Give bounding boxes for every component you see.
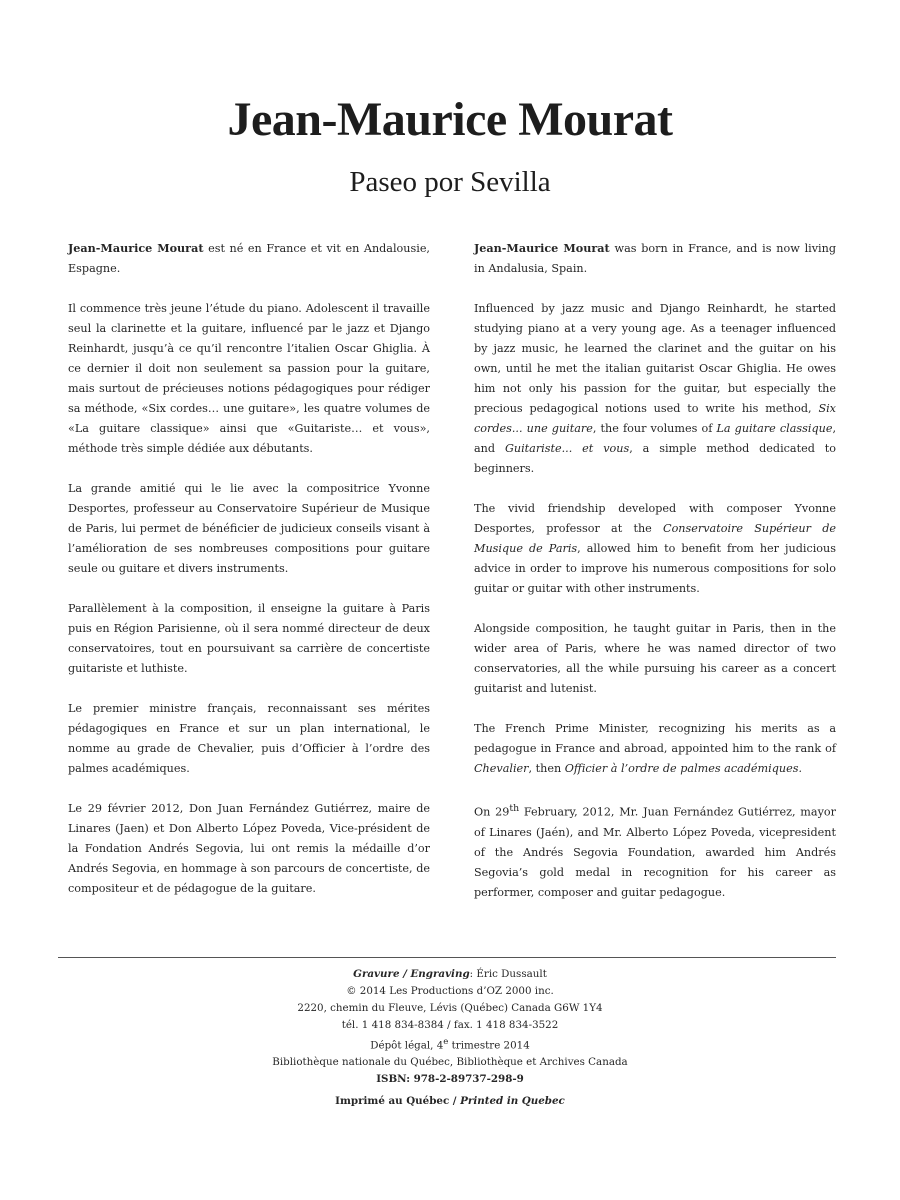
- publisher-address: 2220, chemin du Fleuve, Lévis (Québec) Canada G6W 1Y4: [297, 1002, 603, 1014]
- english-p5-rank-2: Officier à l’ordre de palmes académiques.: [564, 762, 803, 775]
- library-line: Bibliothèque nationale du Québec, Bibliothèque et Archives Canada: [272, 1056, 628, 1069]
- english-p2-text-d: , a simple method dedicated to beginners.: [474, 442, 837, 475]
- legal-deposit: [0, 1034, 900, 1054]
- colophon: [0, 966, 900, 1110]
- english-paragraph-5: [474, 719, 836, 779]
- french-paragraph-4: Parallèlement à la composition, il enseigne la guitare à Paris puis en Région Parisienne, où il sera nommé directeur de deux conservatoires, tout en poursuivant sa carrière de concertiste guitariste et luthiste.: [68, 602, 430, 675]
- english-p3-text-a: The vivid friendship developed with composer Yvonne Desportes, professor at the: [474, 502, 836, 535]
- engraving-label-text: Gravure / Engraving: [353, 968, 470, 980]
- footer-divider: [58, 957, 836, 958]
- isbn-line: [0, 1071, 900, 1088]
- english-p2-text-a: Influenced by jazz music and Django Reinhardt, he started studying piano at a very young age. As a teenager influenced by jazz music, he learned the clarinet and the guitar on his own, until he met the italian guitarist Oscar Ghiglia. He owes him not only his passion for the guitar, but especially the precious pedagogical notions used to write his method,: [474, 302, 836, 415]
- french-intro-text: est né en France et vit en Andalousie, Espagne.: [68, 242, 430, 275]
- english-p2-title-1: Six cordes... une guitare: [474, 402, 836, 435]
- printed-fr: Imprimé au Québec /: [335, 1095, 461, 1108]
- english-p3-text-b: , allowed him to benefit from her judicious advice in order to improve his numerous compositions for solo guitar or guitar with other instruments.: [474, 542, 836, 595]
- engraving-label: [353, 968, 469, 980]
- english-paragraph-4: Alongside composition, he taught guitar in Paris, then in the wider area of Paris, where he was named director of two conservatories, all the while pursuing his career as a concert guitarist and lutenist.: [474, 622, 836, 695]
- english-p6-text-b: February, 2012, Mr. Juan Fernández Gutiérrez, mayor of Linares (Jaén), and Mr. Alberto López Poveda, vicepresident of the Andrés Segovia Foundation, awarded him Andrés Segovia’s gold medal in recognition for his career as performer, composer and guitar pedagogue.: [474, 805, 836, 899]
- french-column: [68, 238, 430, 919]
- page-subtitle: Paseo por Sevilla: [349, 166, 551, 198]
- french-paragraph-3: La grande amitié qui le lie avec la compositrice Yvonne Desportes, professeur au Conservatoire Supérieur de Musique de Paris, lui permet de bénéficier de judicieux conseils visant à l’amélioration de ses nombreuses compositions pour guitare seule ou guitare et divers instruments.: [68, 482, 430, 575]
- english-paragraph-2: [474, 299, 836, 479]
- english-p5-rank-1: Chevalier: [474, 762, 529, 775]
- engraver-name: : Éric Dussault: [469, 968, 547, 980]
- copyright-line: © 2014 Les Productions d’OZ 2000 inc.: [346, 985, 554, 997]
- legal-deposit-text-a: Dépôt légal, 4: [370, 1039, 444, 1052]
- english-p5-text-b: , then: [528, 762, 565, 775]
- french-paragraph-5: Le premier ministre français, reconnaissant ses mérites pédagogiques en France et sur un plan international, le nomme au grade de Chevalier, puis d’Officier à l’ordre des palmes académiques.: [68, 702, 430, 775]
- english-p6-ordinal: th: [509, 803, 520, 814]
- french-paragraph-6: Le 29 février 2012, Don Juan Fernández Gutiérrez, maire de Linares (Jaen) et Don Alberto López Poveda, Vice-président de la Fondation Andrés Segovia, lui ont remis la médaille d’or Andrés Segovia, en hommage à son parcours de concertiste, de compositeur et de pédagogue de la guitare.: [68, 802, 430, 895]
- english-paragraph-1: [474, 238, 836, 279]
- english-p6-text-a: On 29: [474, 805, 510, 819]
- printed-en: Printed in Quebec: [460, 1095, 565, 1108]
- french-author-name: Jean-Maurice Mourat: [68, 241, 204, 255]
- english-paragraph-3: [474, 499, 836, 599]
- english-p2-text-b: , the four volumes of: [592, 422, 717, 435]
- legal-deposit-ordinal: e: [443, 1037, 449, 1047]
- english-intro-text: was born in France, and is now living in Andalusia, Spain.: [474, 242, 836, 275]
- french-paragraph-2: Il commence très jeune l’étude du piano. Adolescent il travaille seul la clarinette et la guitare, influencé par le jazz et Django Reinhardt, jusqu’à ce qu’il rencontre l’italien Oscar Ghiglia. À ce dernier il doit non seulement sa passion pour la guitare, mais surtout de précieuses notions pédagogiques pour rédiger sa méthode, «Six cordes… une guitare», les quatre volumes de «La guitare classique» ainsi que «Guitariste… et vous», méthode très simple dédiée aux débutants.: [68, 302, 430, 455]
- english-column: [474, 238, 836, 923]
- english-p3-institution: Conservatoire Supérieur de Musique de Paris: [474, 522, 837, 555]
- english-p2-text-c: , and: [474, 422, 837, 455]
- printed-en-wrap: [460, 1095, 565, 1107]
- page-title: Jean-Maurice Mourat: [227, 93, 673, 146]
- english-p2-title-2: La guitare classique: [716, 422, 833, 435]
- printed-line: [0, 1093, 900, 1110]
- french-paragraph-1: [68, 238, 430, 279]
- legal-deposit-text-b: trimestre 2014: [448, 1039, 530, 1052]
- english-author-name: Jean-Maurice Mourat: [474, 241, 610, 255]
- engraving-credit: [0, 966, 900, 983]
- english-p2-title-3: Guitariste... et vous: [504, 442, 630, 455]
- publisher-phone: tél. 1 418 834-8384 / fax. 1 418 834-3522: [341, 1019, 559, 1031]
- english-p5-text-a: The French Prime Minister, recognizing his merits as a pedagogue in France and abroad, appointed him to the rank of: [474, 722, 836, 755]
- english-paragraph-6: [474, 799, 836, 903]
- isbn: ISBN: 978-2-89737-298-9: [376, 1073, 524, 1086]
